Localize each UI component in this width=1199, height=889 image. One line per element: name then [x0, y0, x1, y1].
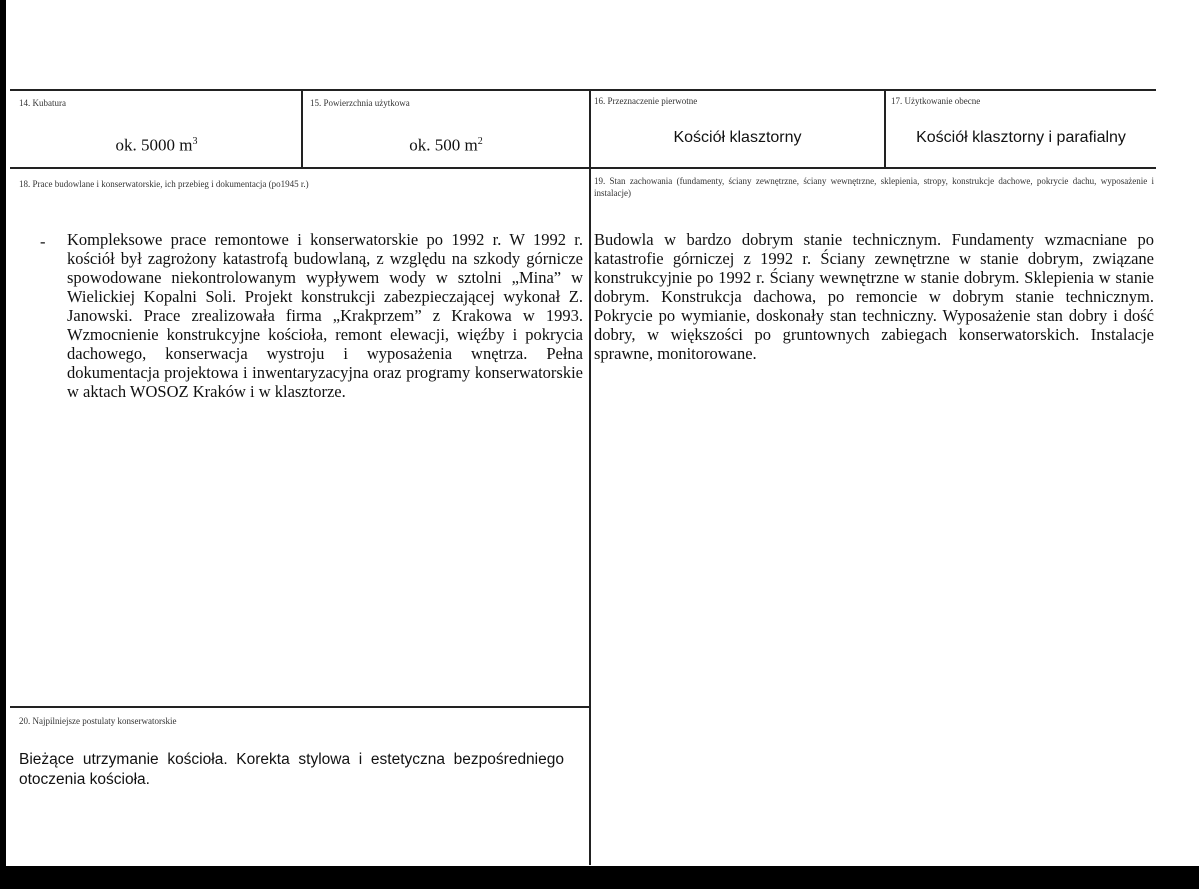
field-16-label: 16. Przeznaczenie pierwotne — [594, 96, 698, 106]
field-15-unit-exponent: 2 — [477, 136, 483, 147]
field-14-unit-exponent: 3 — [192, 136, 198, 147]
scan-bottom-edge — [0, 866, 1199, 889]
section-18-text: Kompleksowe prace remontowe i konserwatorskie po 1992 r. W 1992 r. kościół był zagrożony katastrofą budowlaną, z względu na szkody górnicze spowodowane niekontrolowanym wypływem wody w sztolni „Mina” w Wielickiej Kopalni Soli. Projekt konstrukcji zabezpieczającej wykonał Z. Janowski. Prace zrealizowała firma „Krakprzem” z Krakowa w 1993. Wzmocnienie konstrukcyjne kościoła, remont elewacji, więźby i pokrycia dachowego, konserwacja wystroju i wyposażenia wnętrza. Pełna dokumentacja projektowa i inwentaryzacyjna oraz programy konserwatorskie w aktach WOSOZ Kraków i w klasztorze. — [67, 230, 583, 401]
column-divider — [301, 89, 303, 169]
field-14-value: ok. 5000 $m^3$ — [115, 135, 198, 155]
section-20-text: Bieżące utrzymanie kościoła. Korekta stylowa i estetyczna bezpośredniego otoczenia kościoła. — [19, 751, 564, 788]
section-19-text: Budowla w bardzo dobrym stanie technicznym. Fundamenty wzmacniane po katastrofie górniczej z 1992 r. Ściany zewnętrzne w stanie dobrym, związane konstrukcyjnie po 1992 r. Ściany wewnętrzne w stanie dobrym. Sklepienia w stanie dobrym. Konstrukcja dachowa, po remoncie w dobrym stanie technicznym. Pokrycie po wymianie, doskonały stan techniczny. Wyposażenie stan dobry i dość dobry, w większości po gruntownych zabiegach konserwatorskich. Instalacje sprawne, monitorowane. — [594, 230, 1154, 363]
section-18-label: 18. Prace budowlane i konserwatorskie, ich przebieg i dokumentacja (po1945 r.) — [19, 179, 309, 189]
scan-top-margin — [0, 0, 1199, 48]
field-16-value: Kościół klasztorny — [673, 129, 802, 146]
field-17-label: 17. Użytkowanie obecne — [891, 96, 981, 106]
section-20-label: 20. Najpilniejsze postulaty konserwatorskie — [19, 716, 177, 726]
field-17-value: Kościół klasztorny i parafialny — [916, 129, 1126, 146]
scan-left-edge — [0, 0, 6, 889]
row-divider — [10, 167, 1156, 169]
field-15-value: ok. 500 $m^2$ — [409, 135, 483, 155]
list-bullet: - — [40, 232, 46, 251]
table-top-border — [10, 89, 1156, 91]
field-14-label: 14. Kubatura — [19, 98, 66, 108]
column-divider — [589, 89, 591, 865]
field-15-label: 15. Powierzchnia użytkowa — [310, 98, 410, 108]
section-divider — [10, 706, 590, 708]
section-19-label: 19. Stan zachowania (fundamenty, ściany zewnętrzne, ściany wewnętrzne, sklepienia, stropy, konstrukcje dachowe, pokrycie dachu, wyposażenie i instalacje) — [594, 176, 1154, 198]
